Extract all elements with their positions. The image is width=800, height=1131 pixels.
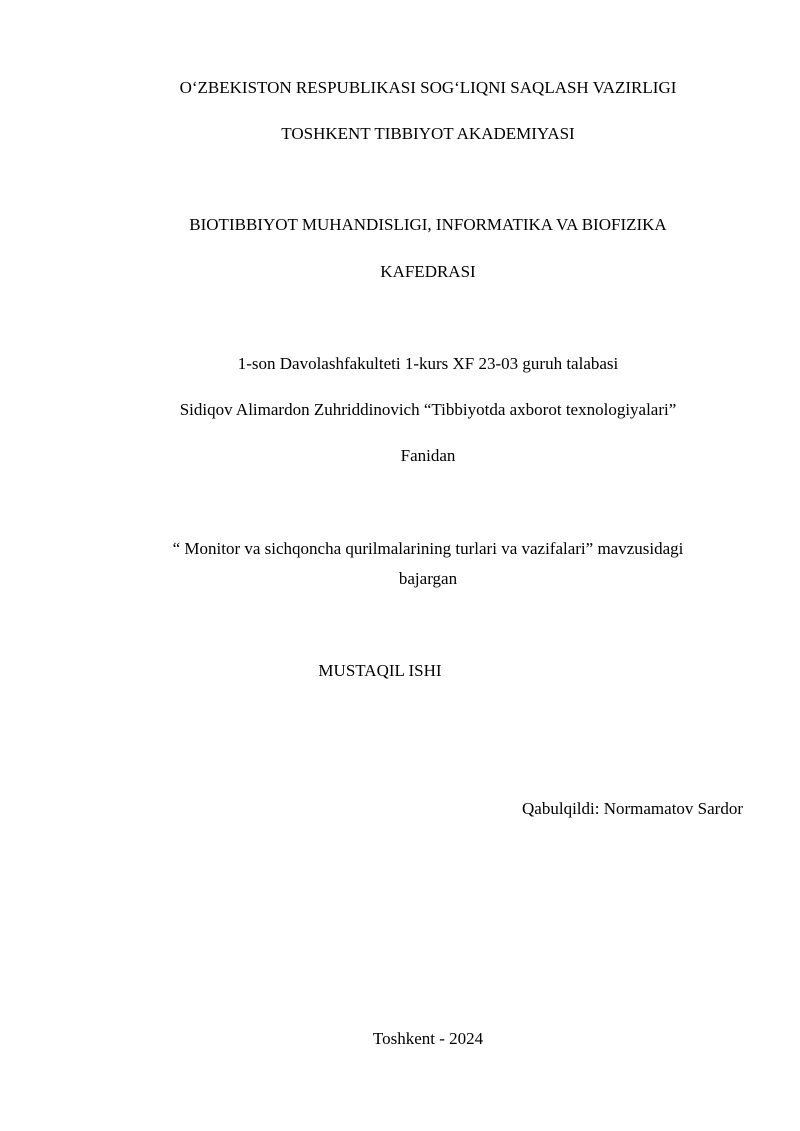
student-name-line: Sidiqov Alimardon Zuhriddinovich “Tibbiyotda axborot texnologiyalari” [179, 400, 677, 419]
subject-suffix: Fanidan [400, 446, 456, 465]
city-year: Toshkent - 2024 [372, 1029, 484, 1048]
topic-line1: “ Monitor va sichqoncha qurilmalarining turlari va vazifalari” mavzusidagi [172, 539, 684, 558]
academy-title: TOSHKENT TIBBIYOT AKADEMIYASI [281, 124, 575, 143]
student-group-line: 1-son Davolashfakulteti 1-kurs XF 23-03 guruh talabasi [237, 354, 619, 373]
department-title-line1: BIOTIBBIYOT MUHANDISLIGI, INFORMATIKA VA BIOFIZIKA [189, 215, 667, 234]
ministry-title: O‘ZBEKISTON RESPUBLIKASI SOG‘LIQNI SAQLASH VAZIRLIGI [179, 78, 677, 97]
department-title-line2: KAFEDRASI [380, 262, 476, 281]
work-type-title: MUSTAQIL ISHI [318, 661, 442, 680]
accepted-by: Qabulqildi: Normamatov Sardor [522, 799, 743, 818]
topic-line2: bajargan [398, 569, 458, 588]
